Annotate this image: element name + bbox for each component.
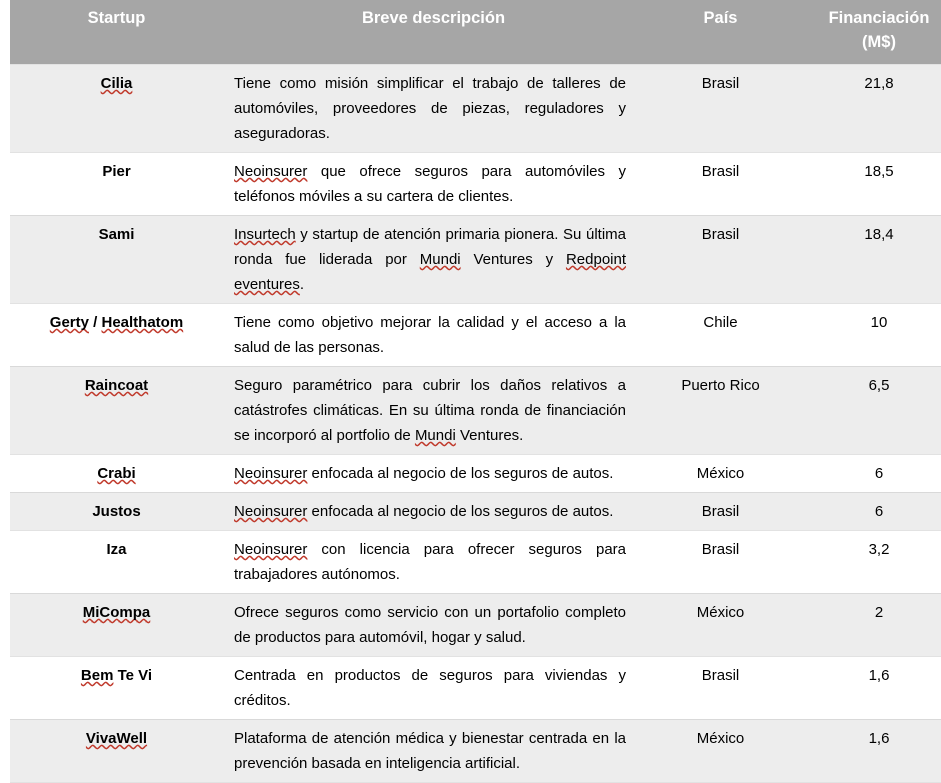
cell-pais: Brasil [644, 657, 797, 720]
cell-descripcion: Plataforma de atención médica y bienestar centrada en la prevención basada en inteligencia artificial. [223, 720, 644, 783]
cell-descripcion: Insurtech y startup de atención primaria pionera. Su última ronda fue liderada por Mundi Ventures y Redpoint eventures. [223, 216, 644, 304]
table-row[interactable] [10, 65, 941, 153]
cell-pais: Brasil [644, 65, 797, 153]
table-row[interactable] [10, 720, 941, 783]
cell-descripcion: Seguro paramétrico para cubrir los daños relativos a catástrofes climáticas. En su última ronda de financiación se incorporó al portfolio de Mundi Ventures. [223, 367, 644, 455]
cell-startup-name: Cilia [10, 65, 223, 153]
cell-pais: México [644, 455, 797, 493]
column-header-descripcion[interactable] [223, 0, 644, 65]
cell-pais: México [644, 720, 797, 783]
cell-descripcion: Ofrece seguros como servicio con un portafolio completo de productos para automóvil, hogar y salud. [223, 594, 644, 657]
cell-pais: Brasil [644, 153, 797, 216]
cell-startup-name: Bem Te Vi [10, 657, 223, 720]
table-row[interactable] [10, 304, 941, 367]
cell-financiacion: 3,2 [797, 531, 941, 594]
cell-pais: Chile [644, 304, 797, 367]
table-header-row [10, 0, 941, 65]
column-header-financiacion[interactable] [797, 0, 941, 65]
table-row[interactable] [10, 657, 941, 720]
cell-descripcion: Neoinsurer enfocada al negocio de los seguros de autos. [223, 493, 644, 531]
startup-funding-table [10, 0, 941, 783]
cell-descripcion: Neoinsurer enfocada al negocio de los seguros de autos. [223, 455, 644, 493]
column-header-financiacion-label-line1: Financiación [828, 9, 930, 27]
cell-descripcion: Neoinsurer con licencia para ofrecer seguros para trabajadores autónomos. [223, 531, 644, 594]
table-row[interactable] [10, 455, 941, 493]
cell-financiacion: 21,8 [797, 65, 941, 153]
cell-startup-name: VivaWell [10, 720, 223, 783]
cell-financiacion: 6,5 [797, 367, 941, 455]
table-body [10, 65, 941, 783]
cell-startup-name: Justos [10, 493, 223, 531]
cell-startup-name: Iza [10, 531, 223, 594]
startup-table-container [10, 0, 929, 783]
cell-startup-name: Crabi [10, 455, 223, 493]
cell-startup-name: Pier [10, 153, 223, 216]
cell-startup-name: Gerty / Healthatom [10, 304, 223, 367]
column-header-startup[interactable] [10, 0, 223, 65]
cell-pais: Brasil [644, 216, 797, 304]
column-header-pais-label: País [703, 9, 738, 27]
cell-startup-name: MiCompa [10, 594, 223, 657]
table-row[interactable] [10, 493, 941, 531]
cell-descripcion: Tiene como objetivo mejorar la calidad y el acceso a la salud de las personas. [223, 304, 644, 367]
cell-financiacion: 1,6 [797, 720, 941, 783]
cell-descripcion: Neoinsurer que ofrece seguros para automóviles y teléfonos móviles a su cartera de clientes. [223, 153, 644, 216]
table-row[interactable] [10, 216, 941, 304]
column-header-descripcion-label: Breve descripción [361, 9, 506, 27]
table-row[interactable] [10, 367, 941, 455]
cell-descripcion: Tiene como misión simplificar el trabajo de talleres de automóviles, proveedores de piezas, reguladores y aseguradoras. [223, 65, 644, 153]
cell-pais: México [644, 594, 797, 657]
cell-pais: Brasil [644, 493, 797, 531]
column-header-financiacion-label-line2: (M$) [862, 33, 896, 51]
cell-financiacion: 18,4 [797, 216, 941, 304]
table-row[interactable] [10, 594, 941, 657]
cell-descripcion: Centrada en productos de seguros para viviendas y créditos. [223, 657, 644, 720]
cell-financiacion: 1,6 [797, 657, 941, 720]
table-row[interactable] [10, 531, 941, 594]
cell-pais: Brasil [644, 531, 797, 594]
cell-financiacion: 10 [797, 304, 941, 367]
column-header-startup-label: Startup [87, 9, 146, 27]
cell-financiacion: 6 [797, 493, 941, 531]
column-header-pais[interactable] [644, 0, 797, 65]
table-row[interactable] [10, 153, 941, 216]
table-header [10, 0, 941, 65]
cell-financiacion: 18,5 [797, 153, 941, 216]
cell-financiacion: 2 [797, 594, 941, 657]
cell-startup-name: Raincoat [10, 367, 223, 455]
cell-pais: Puerto Rico [644, 367, 797, 455]
cell-startup-name: Sami [10, 216, 223, 304]
cell-financiacion: 6 [797, 455, 941, 493]
